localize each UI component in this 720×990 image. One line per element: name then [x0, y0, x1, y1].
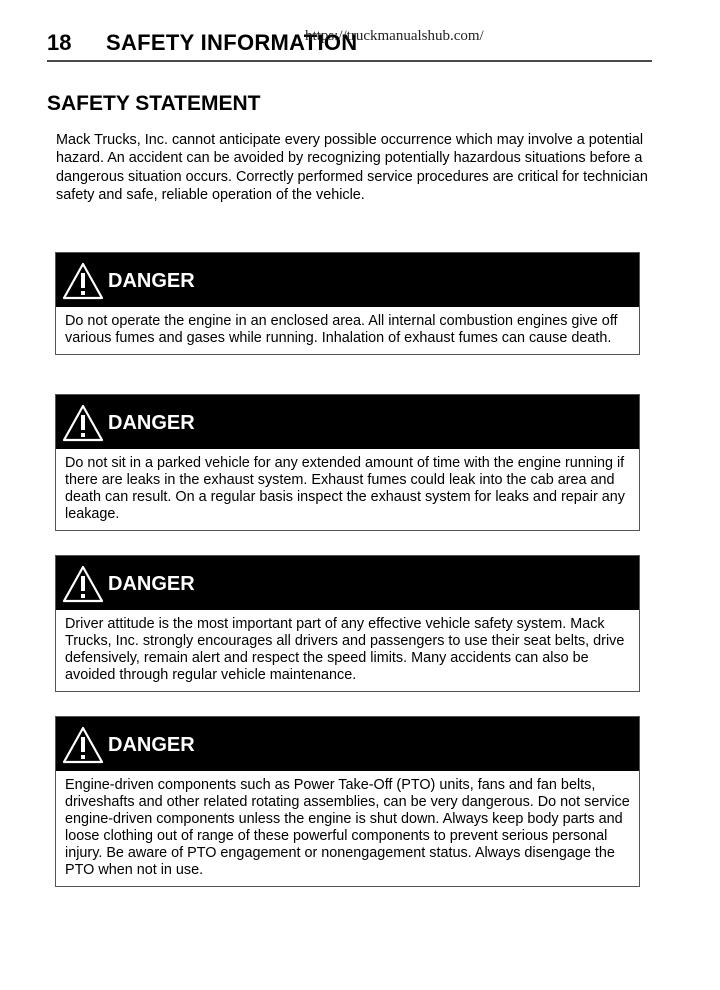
warning-triangle-icon [62, 262, 104, 300]
warning-triangle-icon [62, 404, 104, 442]
warning-triangle-icon [62, 726, 104, 764]
danger-box-4 [55, 716, 640, 887]
header-title: SAFETY INFORMATION [106, 30, 358, 55]
watermark-url: https://truckmanualshub.com/ [305, 28, 484, 44]
warning-triangle-icon [62, 565, 104, 603]
page-number: 18 [47, 30, 72, 55]
danger-header [56, 253, 639, 307]
danger-box-2 [55, 394, 640, 531]
danger-label: DANGER [108, 270, 195, 292]
danger-label: DANGER [108, 412, 195, 434]
danger-text: Do not operate the engine in an enclosed area. All internal combustion engines give off various fumes and gases while running. Inhalation of exhaust fumes can cause death. [65, 313, 618, 346]
page-header [47, 28, 652, 62]
danger-header [56, 556, 639, 610]
danger-label: DANGER [108, 734, 195, 756]
intro-paragraph: Mack Trucks, Inc. cannot anticipate every possible occurrence which may involve a potential hazard. An accident can be avoided by recognizing potentially hazardous situations before a dangerous situation occurs. Correctly performed service procedures are critical for technician safety and safe, reliable operation of the vehicle. [56, 132, 648, 204]
danger-header [56, 395, 639, 449]
danger-text: Engine-driven components such as Power Take-Off (PTO) units, fans and fan belts, driveshafts and other related rotating assemblies, can be very dangerous. Do not service engine-driven components unless the engine is shut down. Always keep body parts and loose clothing out of range of these powerful components to prevent serious personal injury. Be aware of PTO engagement or nonengagement status. Always disengage the PTO when not in use. [65, 777, 630, 878]
danger-text: Do not sit in a parked vehicle for any extended amount of time with the engine running if there are leaks in the exhaust system. Exhaust fumes could leak into the cab area and death can result. On a regular basis inspect the exhaust system for leaks and repair any leakage. [65, 455, 625, 522]
danger-box-1 [55, 252, 640, 355]
danger-box-3 [55, 555, 640, 692]
danger-text: Driver attitude is the most important part of any effective vehicle safety system. Mack Trucks, Inc. strongly encourages all drivers and passengers to use their seat belts, drive defensively, remain alert and respect the speed limits. Many accidents can also be avoided through regular vehicle maintenance. [65, 616, 625, 683]
danger-header [56, 717, 639, 771]
danger-label: DANGER [108, 573, 195, 595]
section-heading: SAFETY STATEMENT [47, 92, 261, 115]
